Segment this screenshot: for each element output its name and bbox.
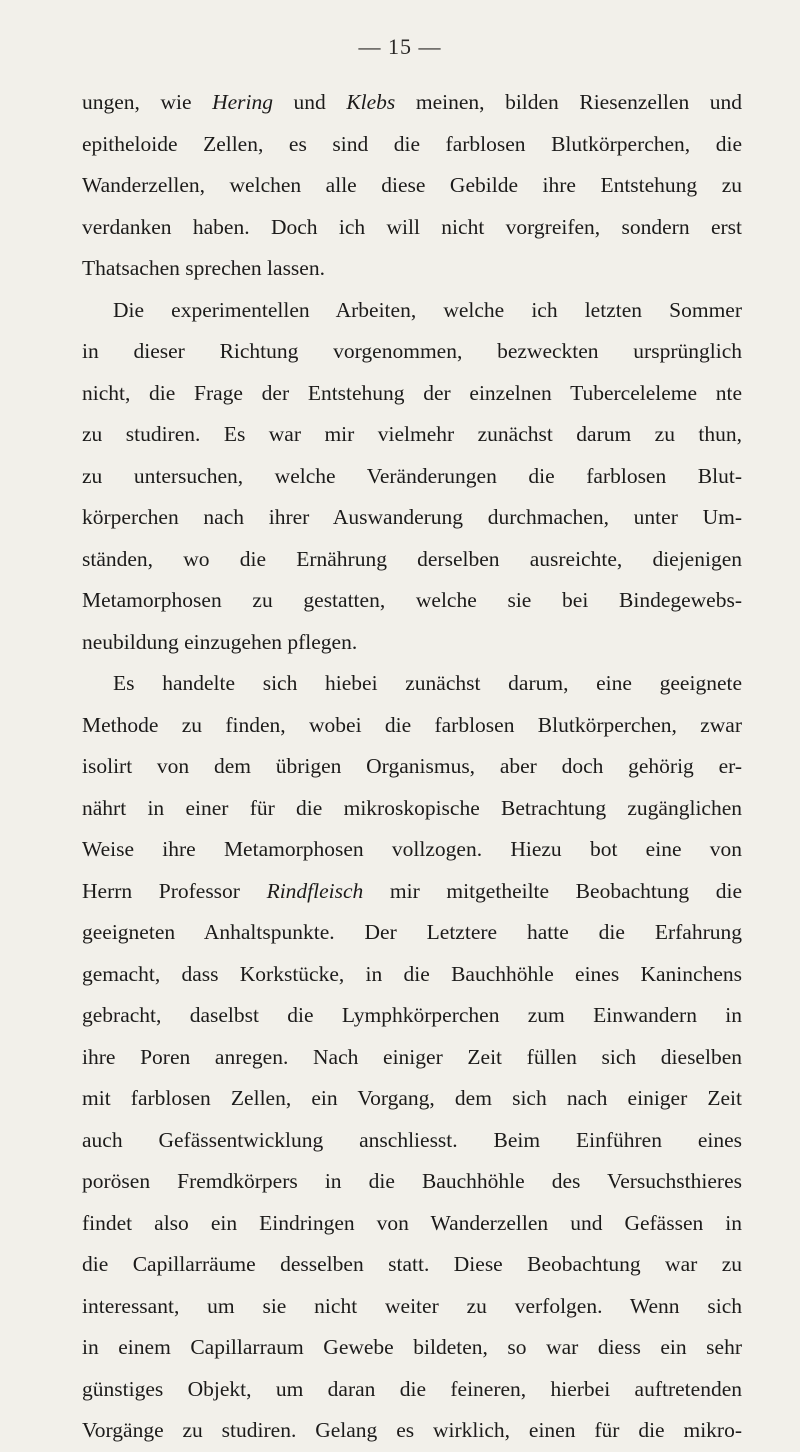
text-line [82, 456, 742, 498]
text-line [82, 1078, 742, 1120]
italic-name: Klebs [346, 90, 396, 114]
text-run: nicht, die Frage der Entstehung der einzelnen Tuberceleleme nte [82, 380, 742, 405]
text-run: Es handelte sich hiebei zunächst darum, eine geeignete [113, 671, 742, 695]
text-line [82, 995, 742, 1037]
text-run: meinen, bilden Riesenzellen und [395, 90, 742, 114]
text-line [82, 1327, 742, 1369]
text-line [82, 248, 742, 290]
text-run: zu untersuchen, welche Veränderungen die farblosen Blut- [82, 463, 742, 488]
text-run: körperchen nach ihrer Auswanderung durchmachen, unter Um- [82, 505, 742, 529]
text-line [82, 746, 742, 788]
text-run: auch Gefässentwicklung anschliesst. Beim Einführen eines [82, 1127, 742, 1152]
text-line [82, 1203, 742, 1245]
text-line [82, 1369, 742, 1411]
text-line [82, 497, 742, 539]
text-run: günstiges Objekt, um daran die feineren, hierbei auftretenden [82, 1376, 742, 1401]
page-number: — 15 — [358, 34, 442, 59]
text-line [82, 663, 742, 705]
text-run: epitheloide Zellen, es sind die farblosen Blutkörperchen, die [82, 131, 742, 156]
text-run: Methode zu finden, wobei die farblosen Blutkörperchen, zwar [82, 712, 742, 737]
text-run: in dieser Richtung vorgenommen, bezweckten ursprünglich [82, 339, 742, 363]
text-line [82, 1037, 742, 1079]
text-line [82, 124, 742, 166]
text-line [82, 290, 742, 332]
text-run: zu studiren. Es war mir vielmehr zunächst darum zu thun, [82, 422, 742, 446]
text-run: ungen, wie [82, 90, 213, 114]
italic-name: Hering [212, 90, 273, 114]
body-text [82, 82, 742, 1452]
text-run: gebracht, daselbst die Lymphkörperchen zum Einwandern in [82, 1003, 742, 1027]
text-line [82, 954, 742, 996]
italic-name: Rindfleisch [266, 878, 364, 903]
text-run: in einem Capillarraum Gewebe bildeten, so war diess ein sehr [82, 1335, 742, 1359]
text-run: interessant, um sie nicht weiter zu verfolgen. Wenn sich [82, 1293, 742, 1318]
text-run: Wanderzellen, welchen alle diese Gebilde ihre Entstehung zu [82, 173, 742, 197]
text-line [82, 82, 742, 124]
text-run: porösen Fremdkörpers in die Bauchhöhle des Versuchsthieres [82, 1169, 742, 1193]
text-run: die Capillarräume desselben statt. Diese Beobachtung war zu [82, 1252, 742, 1276]
text-run: Herrn Professor [82, 878, 267, 903]
text-run: ständen, wo die Ernährung derselben ausreichte, diejenigen [82, 546, 742, 571]
text-run: neubildung einzugehen pflegen. [82, 629, 358, 654]
text-run: Weise ihre Metamorphosen vollzogen. Hiezu bot eine von [82, 837, 742, 861]
text-line [82, 829, 742, 871]
text-line [82, 871, 742, 913]
text-line [82, 165, 742, 207]
text-line [82, 1410, 742, 1452]
text-run: verdanken haben. Doch ich will nicht vorgreifen, sondern erst [82, 214, 742, 239]
text-run: mit farblosen Zellen, ein Vorgang, dem sich nach einiger Zeit [82, 1086, 742, 1110]
text-run: gemacht, dass Korkstücke, in die Bauchhöhle eines Kaninchens [82, 961, 742, 986]
text-line [82, 414, 742, 456]
text-run: isolirt von dem übrigen Organismus, aber doch gehörig er- [82, 754, 742, 778]
text-run: Vorgänge zu studiren. Gelang es wirklich, einen für die mikro- [82, 1418, 742, 1442]
text-run: findet also ein Eindringen von Wanderzellen und Gefässen in [82, 1210, 742, 1235]
text-run: Thatsachen sprechen lassen. [82, 256, 325, 280]
text-line [82, 1244, 742, 1286]
text-run: und [272, 90, 347, 114]
text-run: nährt in einer für die mikroskopische Betrachtung zugänglichen [82, 795, 742, 820]
text-run: geeigneten Anhaltspunkte. Der Letztere hatte die Erfahrung [82, 920, 742, 944]
text-line [82, 539, 742, 581]
text-line [82, 1120, 742, 1162]
text-run: mir mitgetheilte Beobachtung die [363, 878, 742, 903]
text-line [82, 331, 742, 373]
text-line [82, 912, 742, 954]
text-line [82, 788, 742, 830]
text-run: Metamorphosen zu gestatten, welche sie bei Bindegewebs- [82, 588, 742, 612]
text-run: Die experimentellen Arbeiten, welche ich letzten Sommer [113, 297, 742, 322]
text-line [82, 705, 742, 747]
text-line [82, 373, 742, 415]
text-line [82, 622, 742, 664]
text-run: ihre Poren anregen. Nach einiger Zeit füllen sich dieselben [82, 1044, 742, 1069]
text-line [82, 207, 742, 249]
text-line [82, 580, 742, 622]
text-line [82, 1161, 742, 1203]
